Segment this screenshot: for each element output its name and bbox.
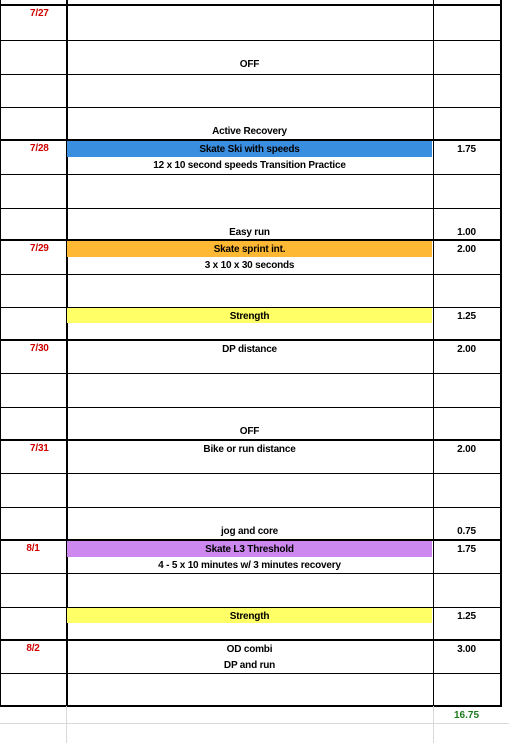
workout-cell[interactable] xyxy=(66,125,433,139)
row-border xyxy=(0,174,500,175)
date-cell[interactable] xyxy=(0,176,66,206)
row-border xyxy=(0,473,500,474)
date-text: 8/1 xyxy=(26,543,40,554)
date-cell[interactable] xyxy=(0,42,66,72)
workout-title: Skate sprint int. xyxy=(213,244,286,255)
workout-title: Easy run xyxy=(229,227,270,238)
workout-cell[interactable] xyxy=(66,226,433,240)
workout-cell[interactable] xyxy=(66,643,433,673)
hours-cell[interactable]: 1.75 xyxy=(457,144,476,155)
workout-title: OFF xyxy=(239,426,260,437)
date-cell[interactable] xyxy=(0,442,66,471)
date-cell[interactable] xyxy=(0,375,66,405)
row-border xyxy=(0,507,500,508)
date-cell[interactable] xyxy=(0,76,66,105)
workout-cell[interactable] xyxy=(66,310,433,324)
hours-cell[interactable]: 1.75 xyxy=(457,544,476,555)
row-border xyxy=(0,40,500,41)
workout-title: Bike or run distance xyxy=(203,444,296,455)
date-text: 7/27 xyxy=(30,8,49,19)
date-cell[interactable] xyxy=(0,276,66,305)
row-border xyxy=(0,439,500,441)
date-text: 7/28 xyxy=(30,143,49,154)
date-text: 7/31 xyxy=(30,443,49,454)
workout-cell[interactable] xyxy=(66,343,433,357)
column-border xyxy=(500,0,502,707)
workout-title: OFF xyxy=(239,59,260,70)
date-text: 8/2 xyxy=(26,643,40,654)
row-border xyxy=(0,673,500,674)
row-border xyxy=(0,339,500,341)
date-cell[interactable] xyxy=(0,309,66,338)
date-cell[interactable] xyxy=(0,675,66,704)
row-border xyxy=(0,107,500,108)
hours-cell[interactable]: 2.00 xyxy=(457,444,476,455)
hours-cell[interactable]: 1.25 xyxy=(457,611,476,622)
spreadsheet-gridline xyxy=(66,706,67,743)
row-border xyxy=(0,639,500,641)
date-cell[interactable] xyxy=(0,708,66,737)
workout-detail: 3 x 10 x 30 seconds xyxy=(204,260,295,271)
row-border xyxy=(0,573,500,574)
date-cell[interactable] xyxy=(0,142,66,172)
row-border xyxy=(0,705,500,707)
date-cell[interactable] xyxy=(0,210,66,238)
row-border xyxy=(0,274,500,275)
workout-cell[interactable] xyxy=(66,443,433,457)
workout-cell[interactable] xyxy=(66,543,433,573)
date-cell[interactable] xyxy=(0,242,66,272)
hours-cell[interactable]: 3.00 xyxy=(457,644,476,655)
hours-cell[interactable]: 1.25 xyxy=(457,311,476,322)
date-cell[interactable] xyxy=(0,542,66,571)
workout-cell[interactable] xyxy=(66,425,433,439)
workout-cell[interactable] xyxy=(66,143,433,173)
workout-cell[interactable] xyxy=(66,525,433,539)
workout-title: Skate Ski with speeds xyxy=(199,144,300,155)
workout-title: Skate L3 Threshold xyxy=(205,544,294,555)
date-cell[interactable] xyxy=(0,575,66,605)
workout-title: Strength xyxy=(229,611,270,622)
row-border xyxy=(0,4,500,6)
workout-cell[interactable] xyxy=(66,58,433,72)
workout-detail: 12 x 10 second speeds Transition Practice xyxy=(153,160,346,171)
date-cell[interactable] xyxy=(0,342,66,371)
date-cell[interactable] xyxy=(0,642,66,671)
date-cell[interactable] xyxy=(0,109,66,138)
hours-cell[interactable]: 0.75 xyxy=(457,526,476,537)
workout-title: Active Recovery xyxy=(212,126,287,137)
date-cell[interactable] xyxy=(0,7,66,38)
date-cell[interactable] xyxy=(0,609,66,638)
workout-cell[interactable] xyxy=(66,610,433,624)
date-cell[interactable] xyxy=(0,475,66,505)
hours-cell[interactable]: 2.00 xyxy=(457,344,476,355)
row-border xyxy=(0,74,500,75)
workout-title: Strength xyxy=(229,311,270,322)
date-text: 7/29 xyxy=(30,243,49,254)
total-hours-cell[interactable]: 16.75 xyxy=(453,710,480,721)
workout-title: OD combi xyxy=(226,644,273,655)
workout-title: DP distance xyxy=(222,344,277,355)
date-text: 7/30 xyxy=(30,343,49,354)
date-cell[interactable] xyxy=(0,409,66,438)
hours-cell[interactable]: 1.00 xyxy=(457,227,476,238)
workout-detail: 4 - 5 x 10 minutes w/ 3 minutes recovery xyxy=(158,560,341,571)
row-border xyxy=(0,208,500,209)
row-border xyxy=(0,407,500,408)
workout-detail: DP and run xyxy=(223,660,276,671)
workout-cell[interactable] xyxy=(66,243,433,273)
hours-cell[interactable]: 2.00 xyxy=(457,244,476,255)
date-cell[interactable] xyxy=(0,509,66,538)
row-border xyxy=(0,373,500,374)
workout-title: jog and core xyxy=(220,526,279,537)
